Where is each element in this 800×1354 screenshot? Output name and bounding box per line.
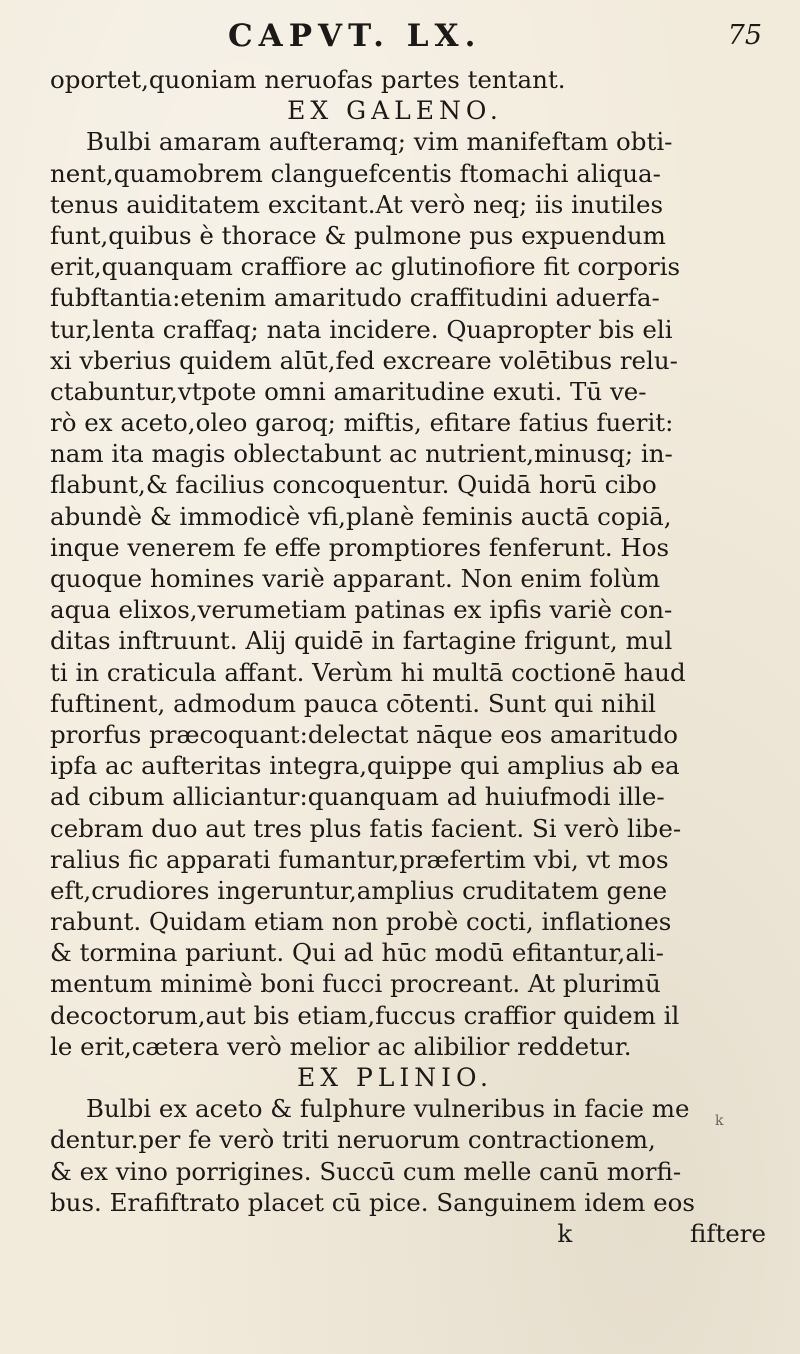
text-line: dentur.per fe verò triti neruorum contractionem, xyxy=(50,1125,656,1155)
text-line: & tormina pariunt. Qui ad hūc modū efitantur,ali- xyxy=(50,938,664,968)
text-line: ralius fic apparati fumantur,præfertim vbi, vt mos xyxy=(50,844,669,874)
text-line: nam ita magis oblectabunt ac nutrient,minusq; in- xyxy=(50,439,673,469)
catchword: fiftere xyxy=(690,1218,766,1248)
text-line: nent,quamobrem clanguefcentis ftomachi aliqua- xyxy=(50,158,661,188)
page-number: 75 xyxy=(727,20,762,51)
text-line: xi vberius quidem alūt,fed excreare volētibus relu- xyxy=(50,345,678,375)
section-heading-galen: EX GALENO. xyxy=(287,96,503,126)
signature-mark: k xyxy=(557,1218,573,1248)
text-line: bus. Erafiftrato placet cū pice. Sanguinem idem eos xyxy=(50,1187,695,1217)
section-heading-pliny: EX PLINIO. xyxy=(296,1063,494,1092)
running-head xyxy=(0,10,800,60)
text-line: prorfus præcoquant:delectat nāque eos amaritudo xyxy=(50,719,679,749)
text-line: funt,quibus è thorace & pulmone pus expuendum xyxy=(50,220,666,250)
text-line: & ex vino porrigines. Succū cum melle canū morfi- xyxy=(50,1156,682,1186)
text-line: mentum minimè boni fucci procreant. At plurimū xyxy=(50,969,661,999)
text-line: fubftantia:etenim amaritudo craffitudini aduerfa- xyxy=(50,283,660,313)
text-line: fuftinent, admodum pauca cōtenti. Sunt qui nihil xyxy=(50,688,656,718)
text-line: erit,quanquam craffiore ac glutinofiore fit corporis xyxy=(50,252,681,282)
text-line: cebram duo aut tres plus fatis facient. Si verò libe- xyxy=(50,813,682,843)
text-line: inque venerem fe effe promptiores fenferunt. Hos xyxy=(50,532,670,562)
text-line: quoque homines variè apparant. Non enim folùm xyxy=(50,564,661,593)
text-line: ad cibum alliciantur:quanquam ad huiufmodi ille- xyxy=(50,782,665,812)
text-line: tur,lenta craffaq; nata incidere. Quapropter bis eli xyxy=(50,314,673,344)
text-line: ipfa ac aufteritas integra,quippe qui amplius ab ea xyxy=(50,751,680,781)
text-line: flabunt,& facilius concoquentur. Quidā horū cibo xyxy=(50,470,657,500)
text-line: le erit,cætera verò melior ac alibilior reddetur. xyxy=(50,1031,632,1061)
body-text xyxy=(50,64,780,1249)
text-line: abundè & immodicè vfi,planè feminis auctā copiā, xyxy=(50,501,672,531)
text-line: oportet,quoniam neruofas partes tentant. xyxy=(50,65,566,94)
text-line: Bulbi amaram aufteramq; vim manifeftam obti- xyxy=(86,127,673,157)
text-line: eft,crudiores ingeruntur,amplius cruditatem gene xyxy=(50,875,668,905)
text-line: Bulbi ex aceto & fulphure vulneribus in facie me xyxy=(86,1094,690,1124)
stray-margin-mark: k xyxy=(715,1113,724,1129)
text-line: aqua elixos,verumetiam patinas ex ipfis variè con- xyxy=(50,595,673,625)
text-line: ctabuntur,vtpote omni amaritudine exuti. Tū ve- xyxy=(50,376,647,406)
text-line: rabunt. Quidam etiam non probè cocti, inflationes xyxy=(50,907,672,937)
text-line: tenus auiditatem excitant.At verò neq; iis inutiles xyxy=(50,189,664,219)
text-line: ti in craticula affant. Verùm hi multā coctionē haud xyxy=(50,657,686,687)
text-line: decoctorum,aut bis etiam,fuccus craffior quidem il xyxy=(50,1000,680,1030)
chapter-title: CAPVT. LX. xyxy=(228,18,482,54)
text-line: ditas inftruunt. Alij quidē in fartagine frigunt, mul xyxy=(50,626,673,656)
catchword-line xyxy=(50,1218,780,1249)
text-line: rò ex aceto,oleo garoq; miftis, efitare fatius fuerit: xyxy=(50,408,674,438)
